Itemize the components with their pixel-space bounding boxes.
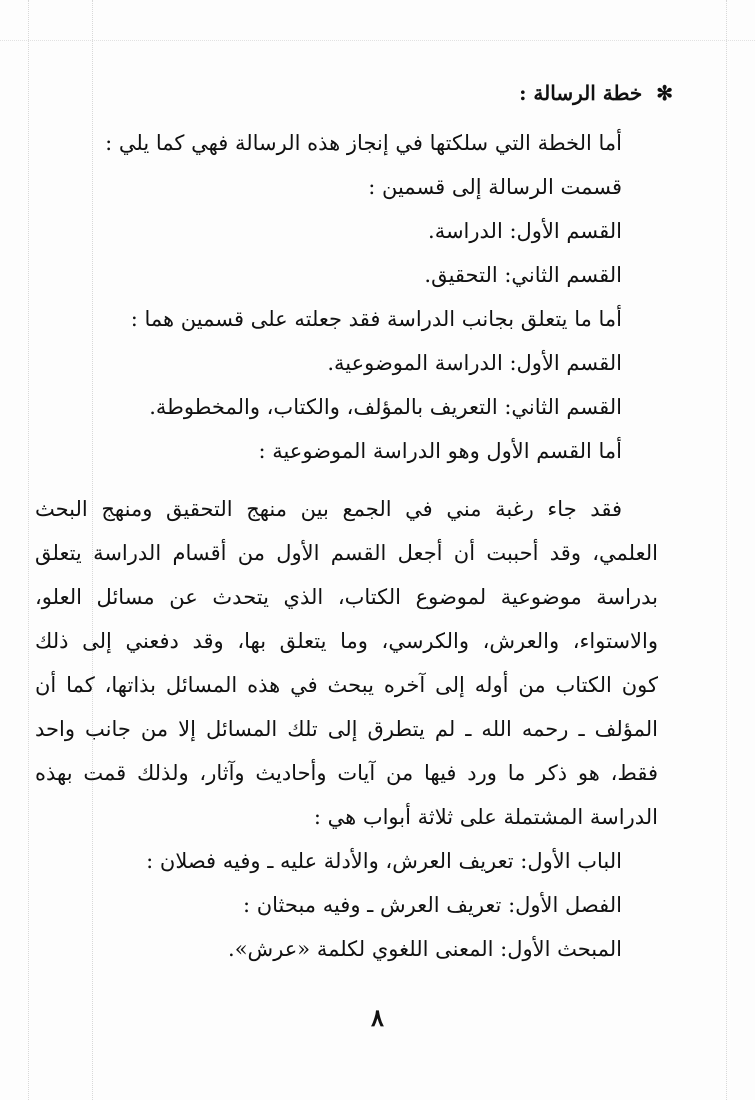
paragraph-line: العلمي، وقد أحببت أن أجعل القسم الأول من أقسام الدراسة يتعلق xyxy=(35,541,658,565)
page-number: ٨ xyxy=(371,1003,384,1032)
text-line: القسم الأول: الدراسة. xyxy=(428,219,622,243)
paragraph-line: كون الكتاب من أوله إلى آخره يبحث في هذه المسائل بذاتها، كما أن xyxy=(35,673,658,697)
scan-edge-line xyxy=(28,0,29,1100)
outline-line: الفصل الأول: تعريف العرش ـ وفيه مبحثان : xyxy=(242,893,622,917)
outline-line: الباب الأول: تعريف العرش، والأدلة عليه ـ وفيه فصلان : xyxy=(146,849,622,873)
text-line: أما الخطة التي سلكتها في إنجاز هذه الرسالة فهي كما يلي : xyxy=(105,131,622,155)
paragraph-line: فقط، هو ذكر ما ورد فيها من آيات وأحاديث وآثار، ولذلك قمت بهذه xyxy=(35,761,658,785)
outline-line: المبحث الأول: المعنى اللغوي لكلمة «عرش». xyxy=(228,937,622,961)
paragraph-line: فقد جاء رغبة مني في الجمع بين منهج التحقيق ومنهج البحث xyxy=(35,497,622,521)
paragraph-line: المؤلف ـ رحمه الله ـ لم يتطرق إلى تلك المسائل إلا من جانب واحد xyxy=(35,717,658,741)
section-heading xyxy=(519,78,673,108)
text-line: أما القسم الأول وهو الدراسة الموضوعية : xyxy=(258,439,622,463)
text-line: القسم الثاني: التحقيق. xyxy=(424,263,622,287)
paragraph-line: الدراسة المشتملة على ثلاثة أبواب هي : xyxy=(313,805,658,829)
scan-edge-line xyxy=(0,40,755,41)
text-line: القسم الأول: الدراسة الموضوعية. xyxy=(327,351,622,375)
section-heading-text: خطة الرسالة : xyxy=(519,81,643,105)
paragraph-line: والاستواء، والعرش، والكرسي، وما يتعلق بها، وقد دفعني إلى ذلك xyxy=(35,629,658,653)
asterisk-star-icon: ✻ xyxy=(656,81,673,105)
scan-edge-line xyxy=(726,0,727,1100)
text-line: أما ما يتعلق بجانب الدراسة فقد جعلته على قسمين هما : xyxy=(130,307,622,331)
text-line: قسمت الرسالة إلى قسمين : xyxy=(368,175,622,199)
paragraph-line: بدراسة موضوعية لموضوع الكتاب، الذي يتحدث عن مسائل العلو، xyxy=(35,585,658,609)
text-line: القسم الثاني: التعريف بالمؤلف، والكتاب، والمخطوطة. xyxy=(149,395,622,419)
